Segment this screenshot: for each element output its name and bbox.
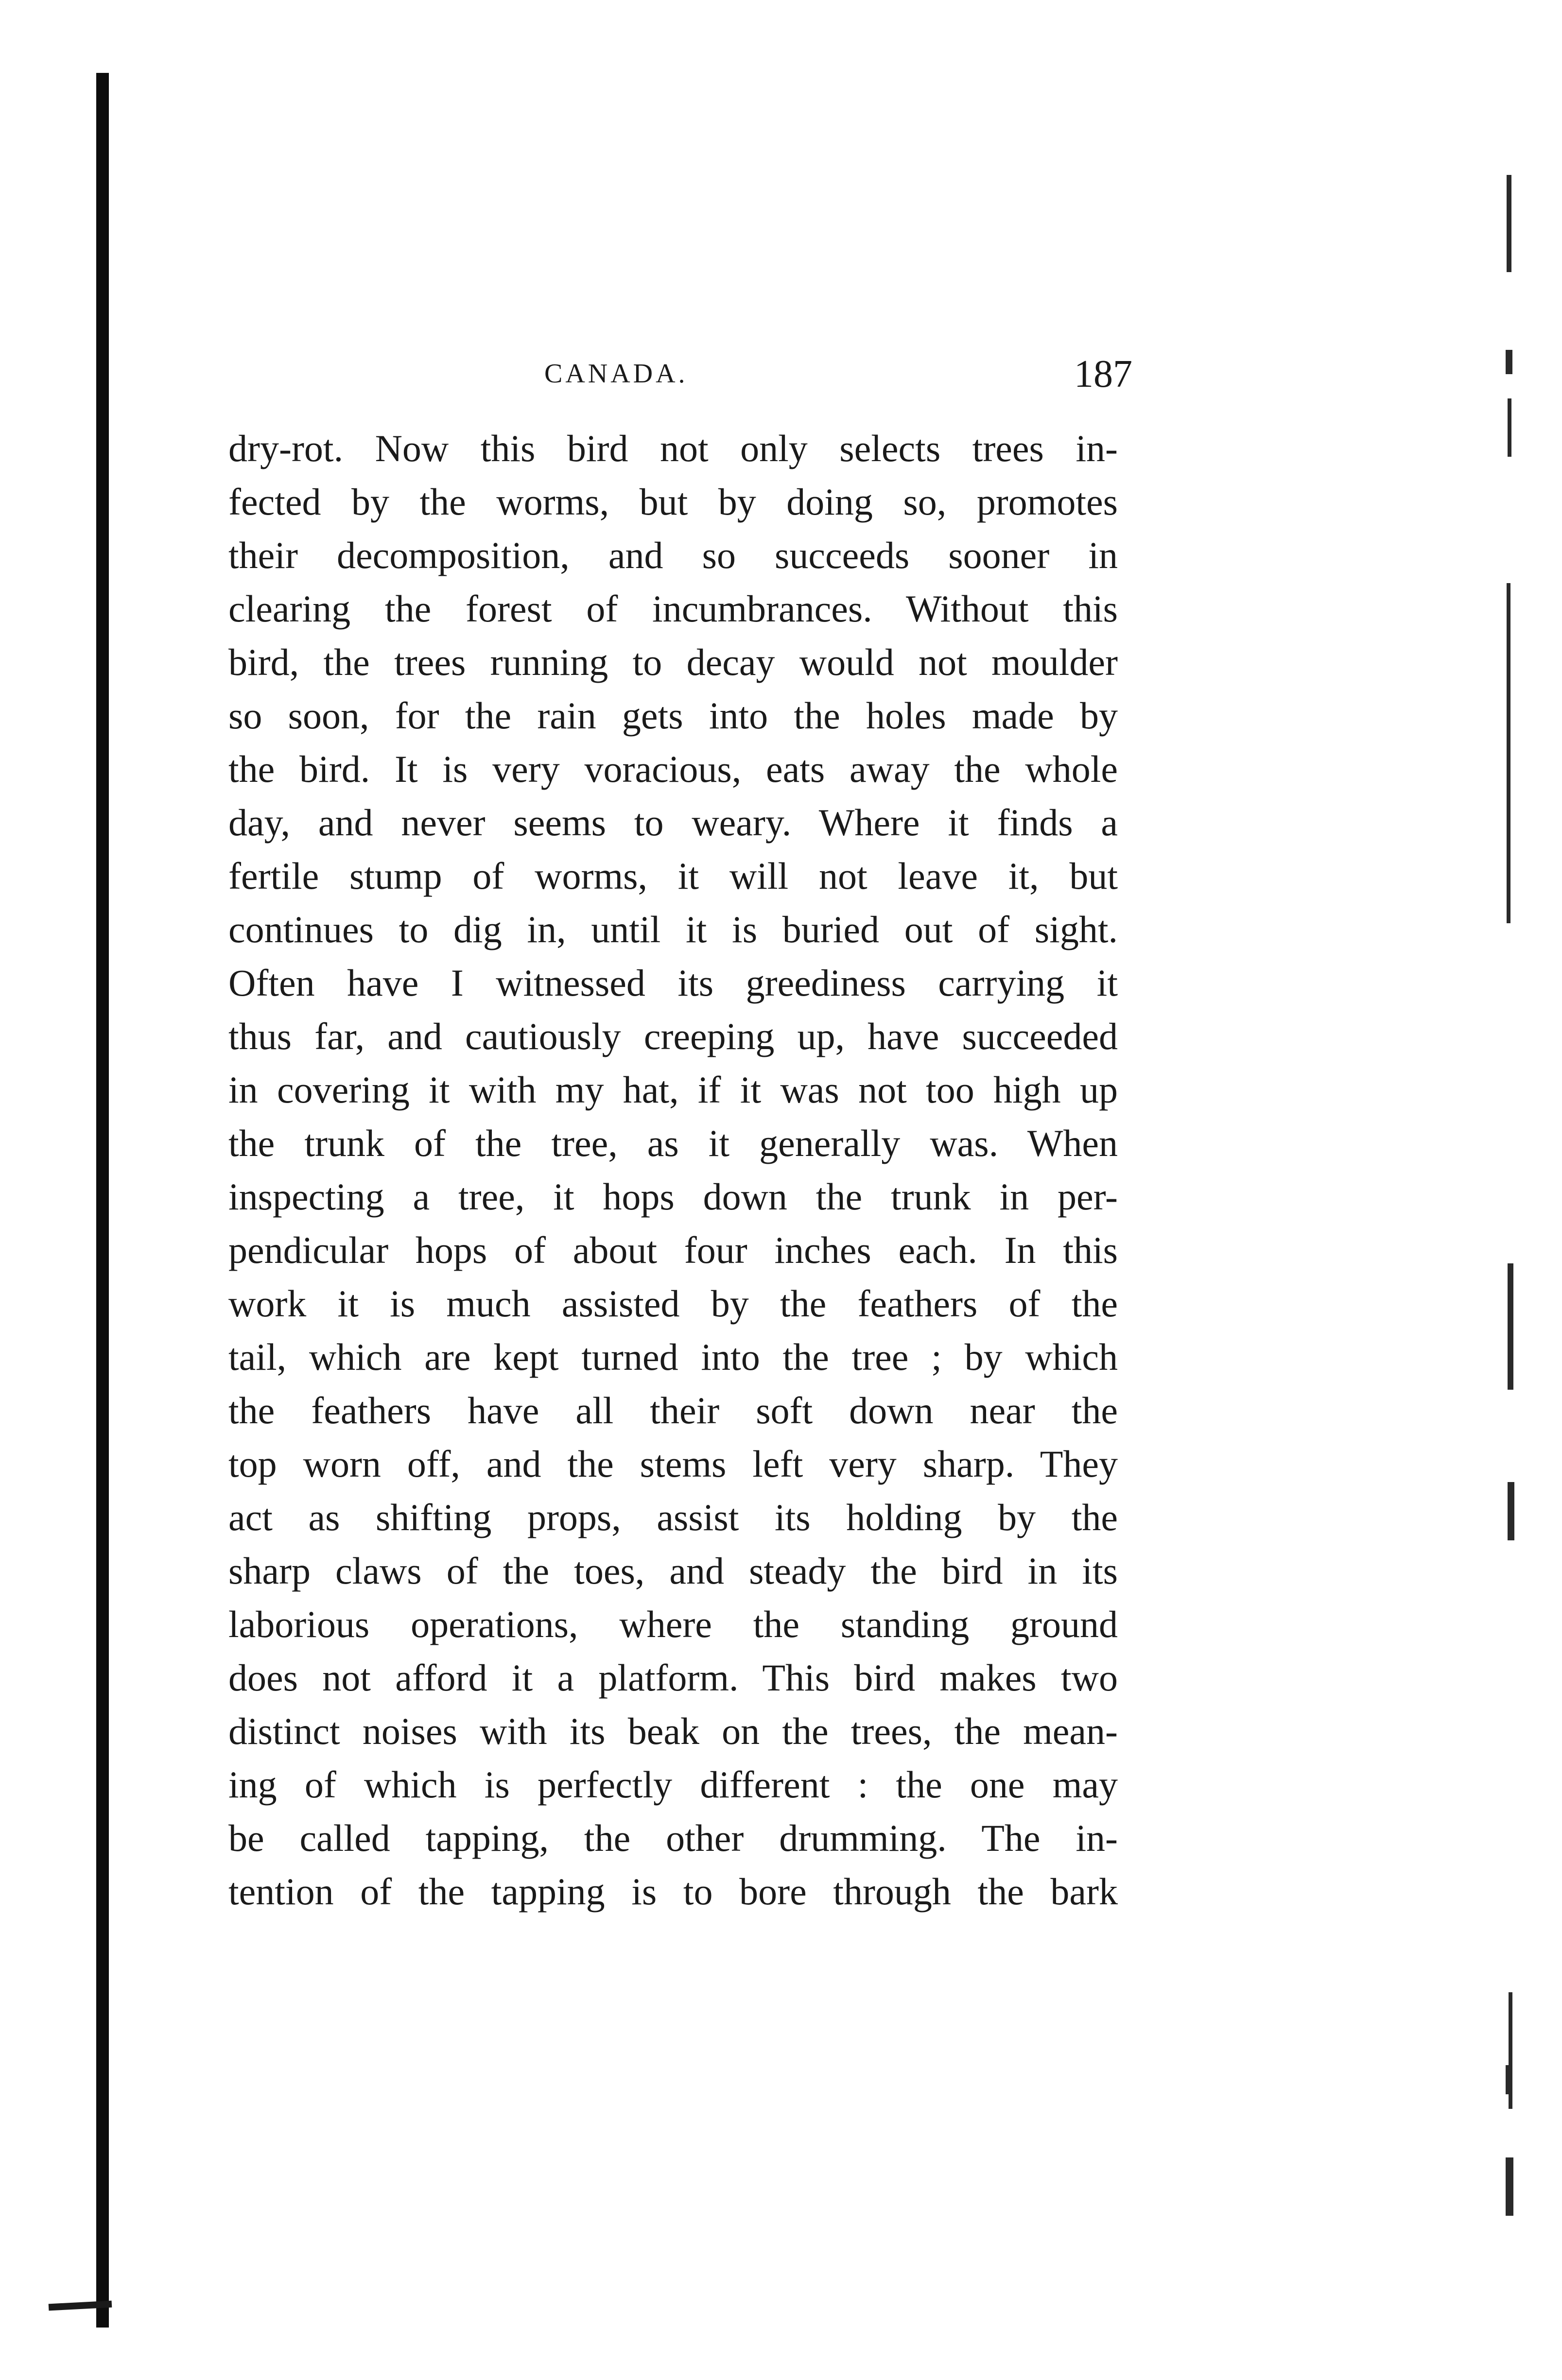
text-line: fertile stump of worms, it will not leave it, but [228, 855, 1118, 897]
text-line: tention of the tapping is to bore through the bark [228, 1870, 1118, 1913]
text-line: so soon, for the rain gets into the holes made by [228, 694, 1118, 737]
text-line: does not afford it a platform. This bird makes two [228, 1656, 1118, 1699]
running-head: CANADA. [544, 359, 688, 389]
text-line: sharp claws of the toes, and steady the bird in its [228, 1550, 1118, 1592]
text-line: pendicular hops of about four inches each. In this [228, 1229, 1118, 1271]
text-line: their decomposition, and so succeeds sooner in [228, 534, 1118, 576]
text-line: act as shifting props, assist its holding by the [228, 1496, 1118, 1538]
text-line: in covering it with my hat, if it was not too high up [228, 1069, 1118, 1111]
text-line: continues to dig in, until it is buried out of sight. [228, 908, 1118, 950]
text-line: bird, the trees running to decay would not moulder [228, 641, 1118, 683]
text-line: laborious operations, where the standing ground [228, 1603, 1118, 1645]
text-line: distinct noises with its beak on the trees, the mean- [228, 1710, 1118, 1752]
text-line: Often have I witnessed its greediness carrying it [228, 962, 1118, 1004]
body-text [228, 422, 1118, 1918]
text-line: the trunk of the tree, as it generally was. When [228, 1122, 1118, 1164]
text-line: work it is much assisted by the feathers of the [228, 1282, 1118, 1325]
text-line: inspecting a tree, it hops down the trunk in per- [228, 1175, 1118, 1218]
text-line: be called tapping, the other drumming. The in- [228, 1817, 1118, 1859]
text-line: thus far, and cautiously creeping up, have succeeded [228, 1015, 1118, 1057]
text-line: top worn off, and the stems left very sharp. They [228, 1443, 1118, 1485]
binding-edge [96, 73, 109, 2328]
text-line: fected by the worms, but by doing so, promotes [228, 481, 1118, 523]
text-line: tail, which are kept turned into the tree ; by which [228, 1336, 1118, 1378]
page-edge-marks [1497, 146, 1536, 2284]
page-number: 187 [1074, 353, 1132, 396]
text-line: day, and never seems to weary. Where it finds a [228, 801, 1118, 844]
text-line: the bird. It is very voracious, eats away the whole [228, 748, 1118, 790]
text-line: clearing the forest of incumbrances. Without this [228, 587, 1118, 630]
text-line: ing of which is perfectly different : the one may [228, 1763, 1118, 1806]
page-header [228, 352, 1132, 396]
text-line: the feathers have all their soft down near the [228, 1389, 1118, 1431]
text-line: dry-rot. Now this bird not only selects trees in- [228, 427, 1118, 469]
